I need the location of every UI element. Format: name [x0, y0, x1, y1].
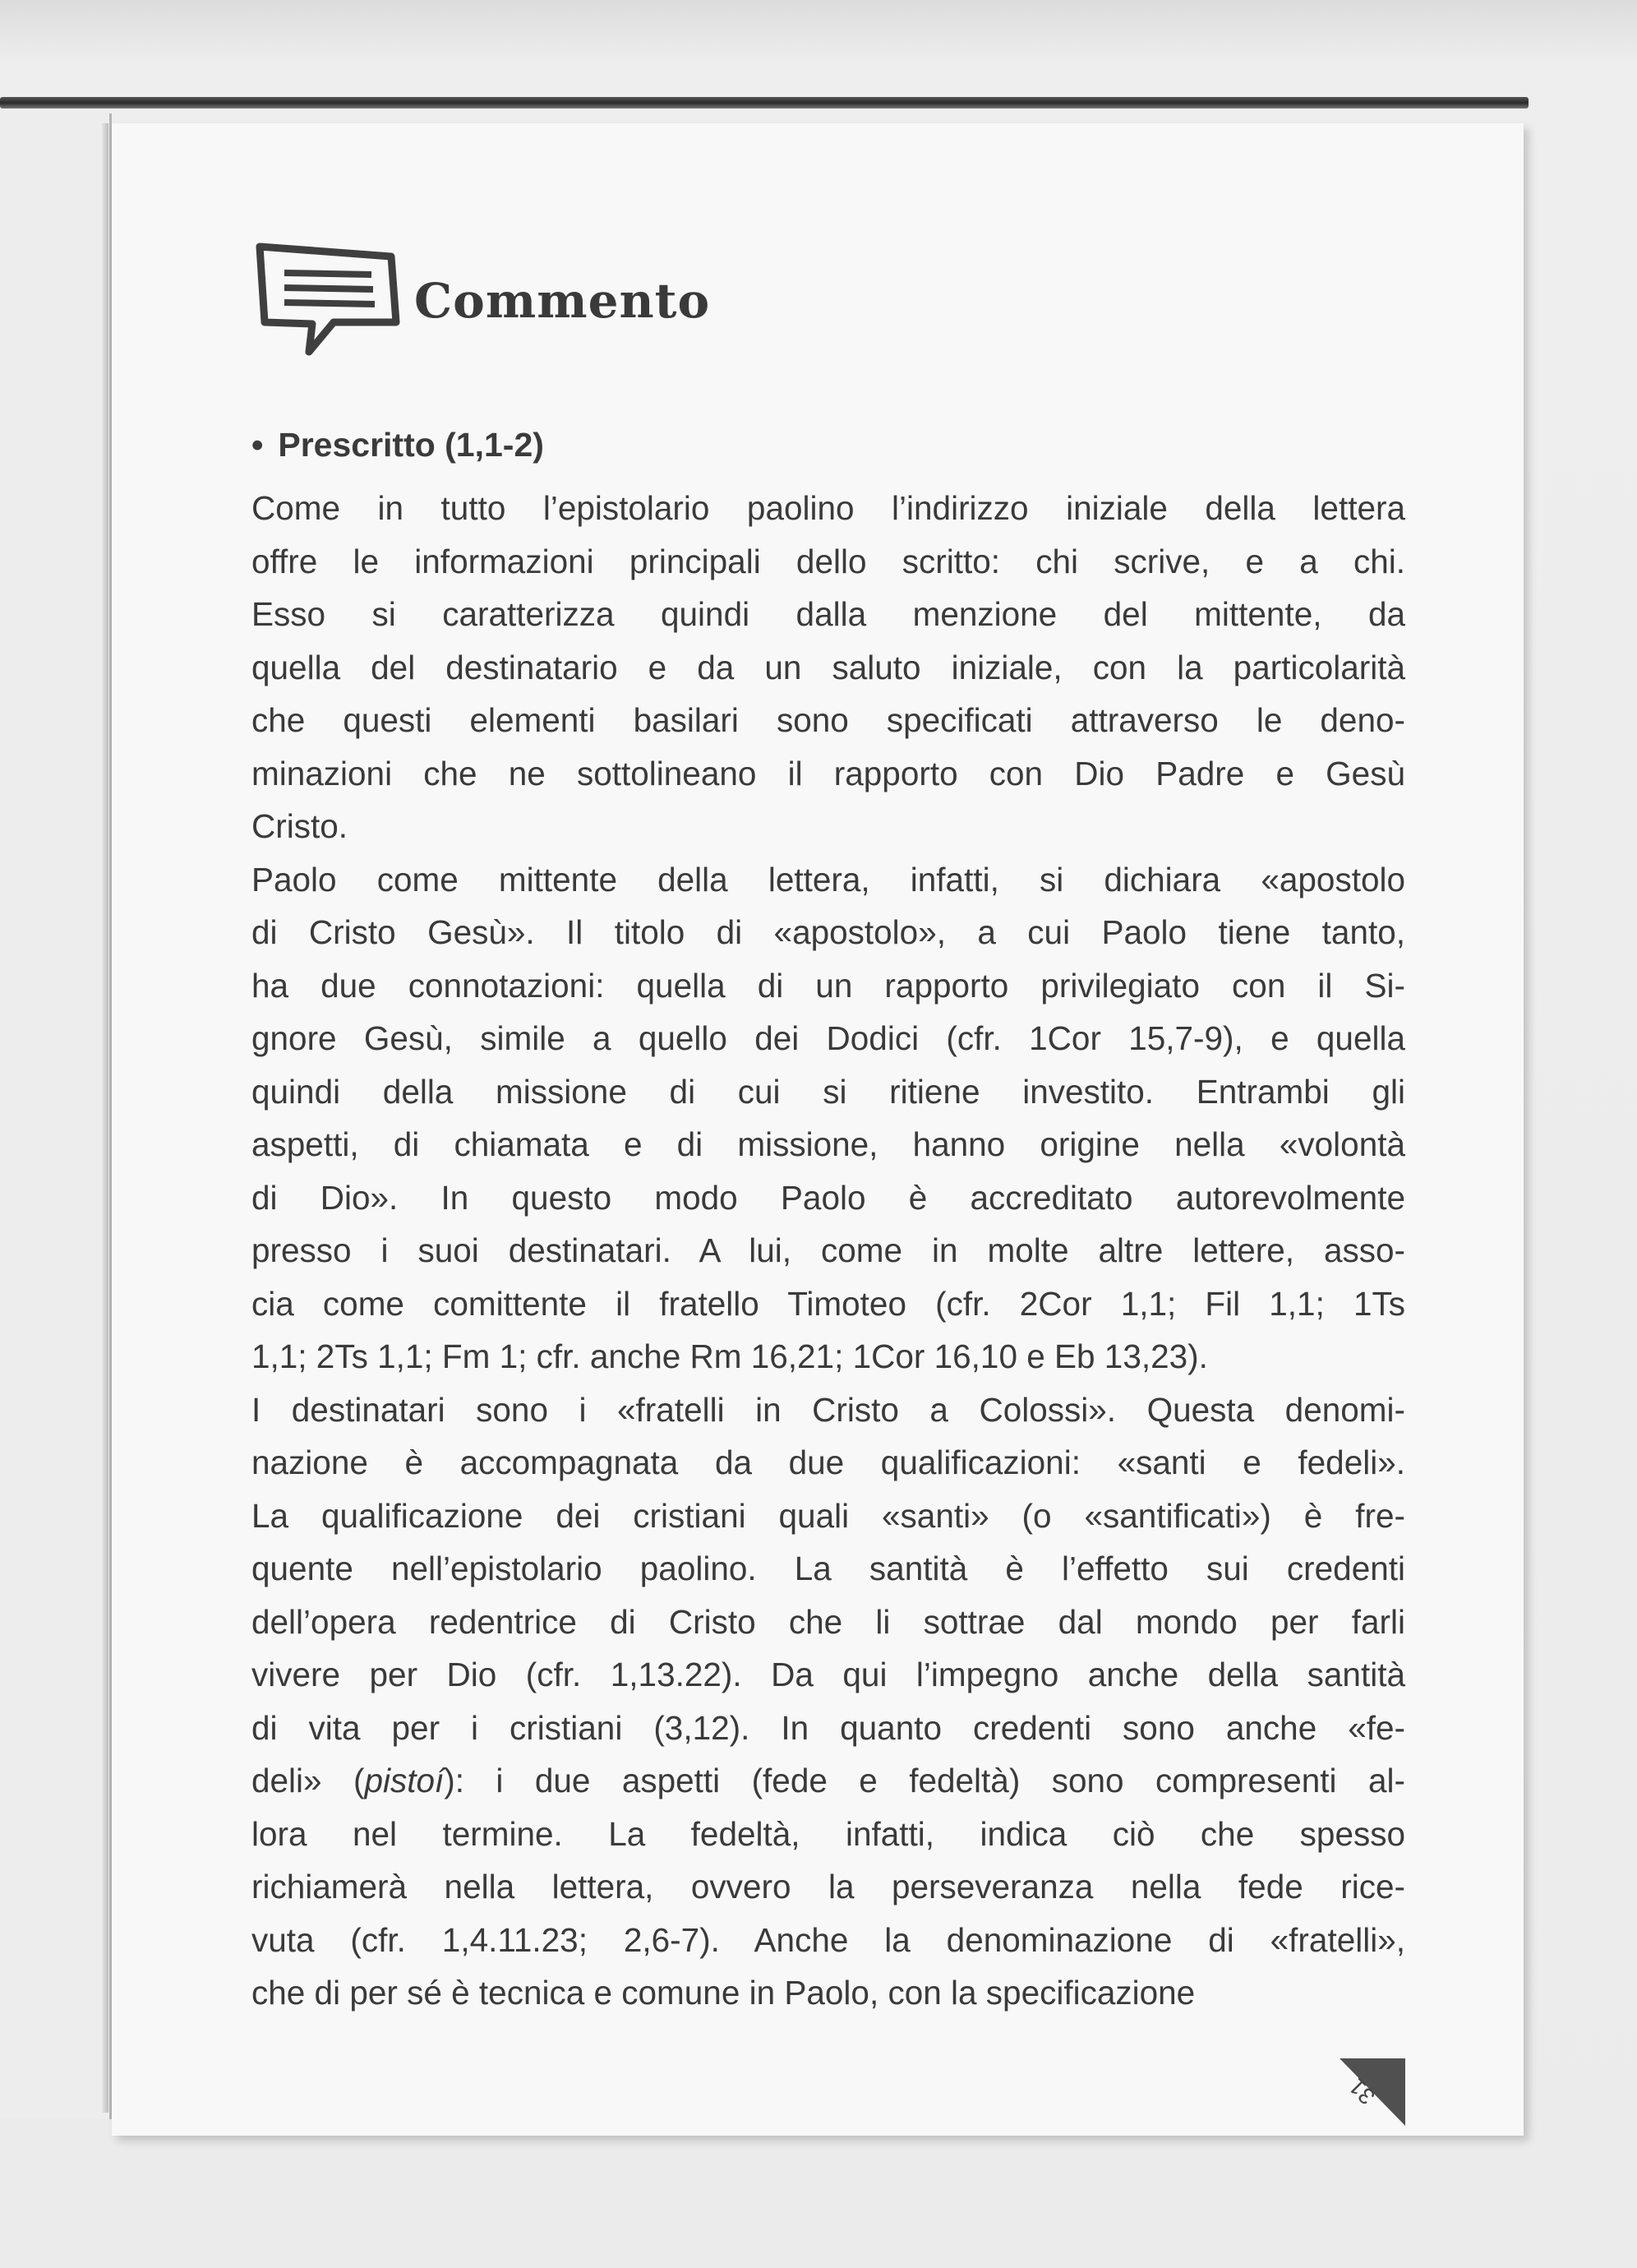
text-line: di Dio». In questo modo Paolo è accreditato autorevolmente: [251, 1178, 1405, 1217]
text-line: nazione è accompagnata da due qualificazioni: «santi e fedeli».: [251, 1443, 1405, 1481]
text-line: lora nel termine. La fedeltà, infatti, indica ciò che spesso: [251, 1814, 1405, 1853]
text-line: aspetti, di chiamata e di missione, hanno origine nella «volontà: [251, 1125, 1405, 1163]
text-line: minazioni che ne sottolineano il rapporto con Dio Padre e Gesù: [251, 754, 1405, 792]
spine-shadow: [102, 123, 108, 2113]
subheading: [251, 426, 544, 464]
text-line: deli» (pistoí): i due aspetti (fede e fedeltà) sono compresenti al-: [251, 1762, 1405, 1799]
speech-bubble-icon: [251, 238, 416, 362]
text-line: presso i suoi destinatari. A lui, come in molte altre lettere, asso-: [251, 1231, 1405, 1269]
top-binding-band: [0, 97, 1529, 109]
text-line: ha due connotazioni: quella di un rapporto privilegiato con il Si-: [251, 966, 1405, 1005]
text-line: cia come comittente il fratello Timoteo (cfr. 2Cor 1,1; Fil 1,1; 1Ts: [251, 1284, 1405, 1323]
left-page-edge: [0, 113, 112, 2119]
text-line: Come in tutto l’epistolario paolino l’indirizzo iniziale della lettera: [251, 489, 1405, 527]
page-number: 31: [1344, 2073, 1381, 2110]
text-line: gnore Gesù, simile a quello dei Dodici (cfr. 1Cor 15,7-9), e quella: [251, 1019, 1405, 1057]
text-line: offre le informazioni principali dello scritto: chi scrive, e a chi.: [251, 542, 1405, 580]
text-line: quente nell’epistolario paolino. La santità è l’effetto sui credenti: [251, 1550, 1405, 1587]
body-text: [251, 482, 1405, 2020]
text-line: La qualificazione dei cristiani quali «santi» (o «santificati») è fre-: [251, 1496, 1405, 1535]
text-line: quella del destinatario e da un saluto iniziale, con la particolarità: [251, 648, 1405, 686]
text-line: che questi elementi basilari sono specificati attraverso le deno-: [251, 701, 1405, 739]
section-header: [251, 238, 827, 362]
italic-term: pistoí: [364, 1762, 445, 1799]
text-line: di vita per i cristiani (3,12). In quanto credenti sono anche «fe-: [251, 1708, 1405, 1747]
text-line: quindi della missione di cui si ritiene investito. Entrambi gli: [251, 1072, 1405, 1111]
text-line: di Cristo Gesù». Il titolo di «apostolo», a cui Paolo tiene tanto,: [251, 913, 1405, 951]
text-line: che di per sé è tecnica e comune in Paolo, con la specificazione: [251, 1974, 1196, 2012]
subheading-text: Prescritto (1,1-2): [278, 426, 544, 464]
text-line: vuta (cfr. 1,4.11.23; 2,6-7). Anche la denominazione di «fratelli»,: [251, 1920, 1405, 1959]
book-page: [112, 123, 1524, 2136]
text-line: Paolo come mittente della lettera, infatti, si dichiara «apostolo: [251, 860, 1405, 898]
text-line: 1,1; 2Ts 1,1; Fm 1; cfr. anche Rm 16,21; 1Cor 16,10 e Eb 13,23).: [251, 1337, 1208, 1375]
section-title: Commento: [414, 273, 711, 329]
text-line: I destinatari sono i «fratelli in Cristo a Colossi». Questa denomi-: [251, 1390, 1405, 1429]
text-line: richiamerà nella lettera, ovvero la perseveranza nella fede rice-: [251, 1868, 1405, 1905]
text-line: dell’opera redentrice di Cristo che li sottrae dal mondo per farli: [251, 1602, 1405, 1641]
text-line: Cristo.: [251, 807, 348, 845]
bullet-marker: •: [251, 426, 264, 464]
text-line: vivere per Dio (cfr. 1,13.22). Da qui l’impegno anche della santità: [251, 1656, 1405, 1693]
text-line: Esso si caratterizza quindi dalla menzione del mittente, da: [251, 595, 1405, 633]
